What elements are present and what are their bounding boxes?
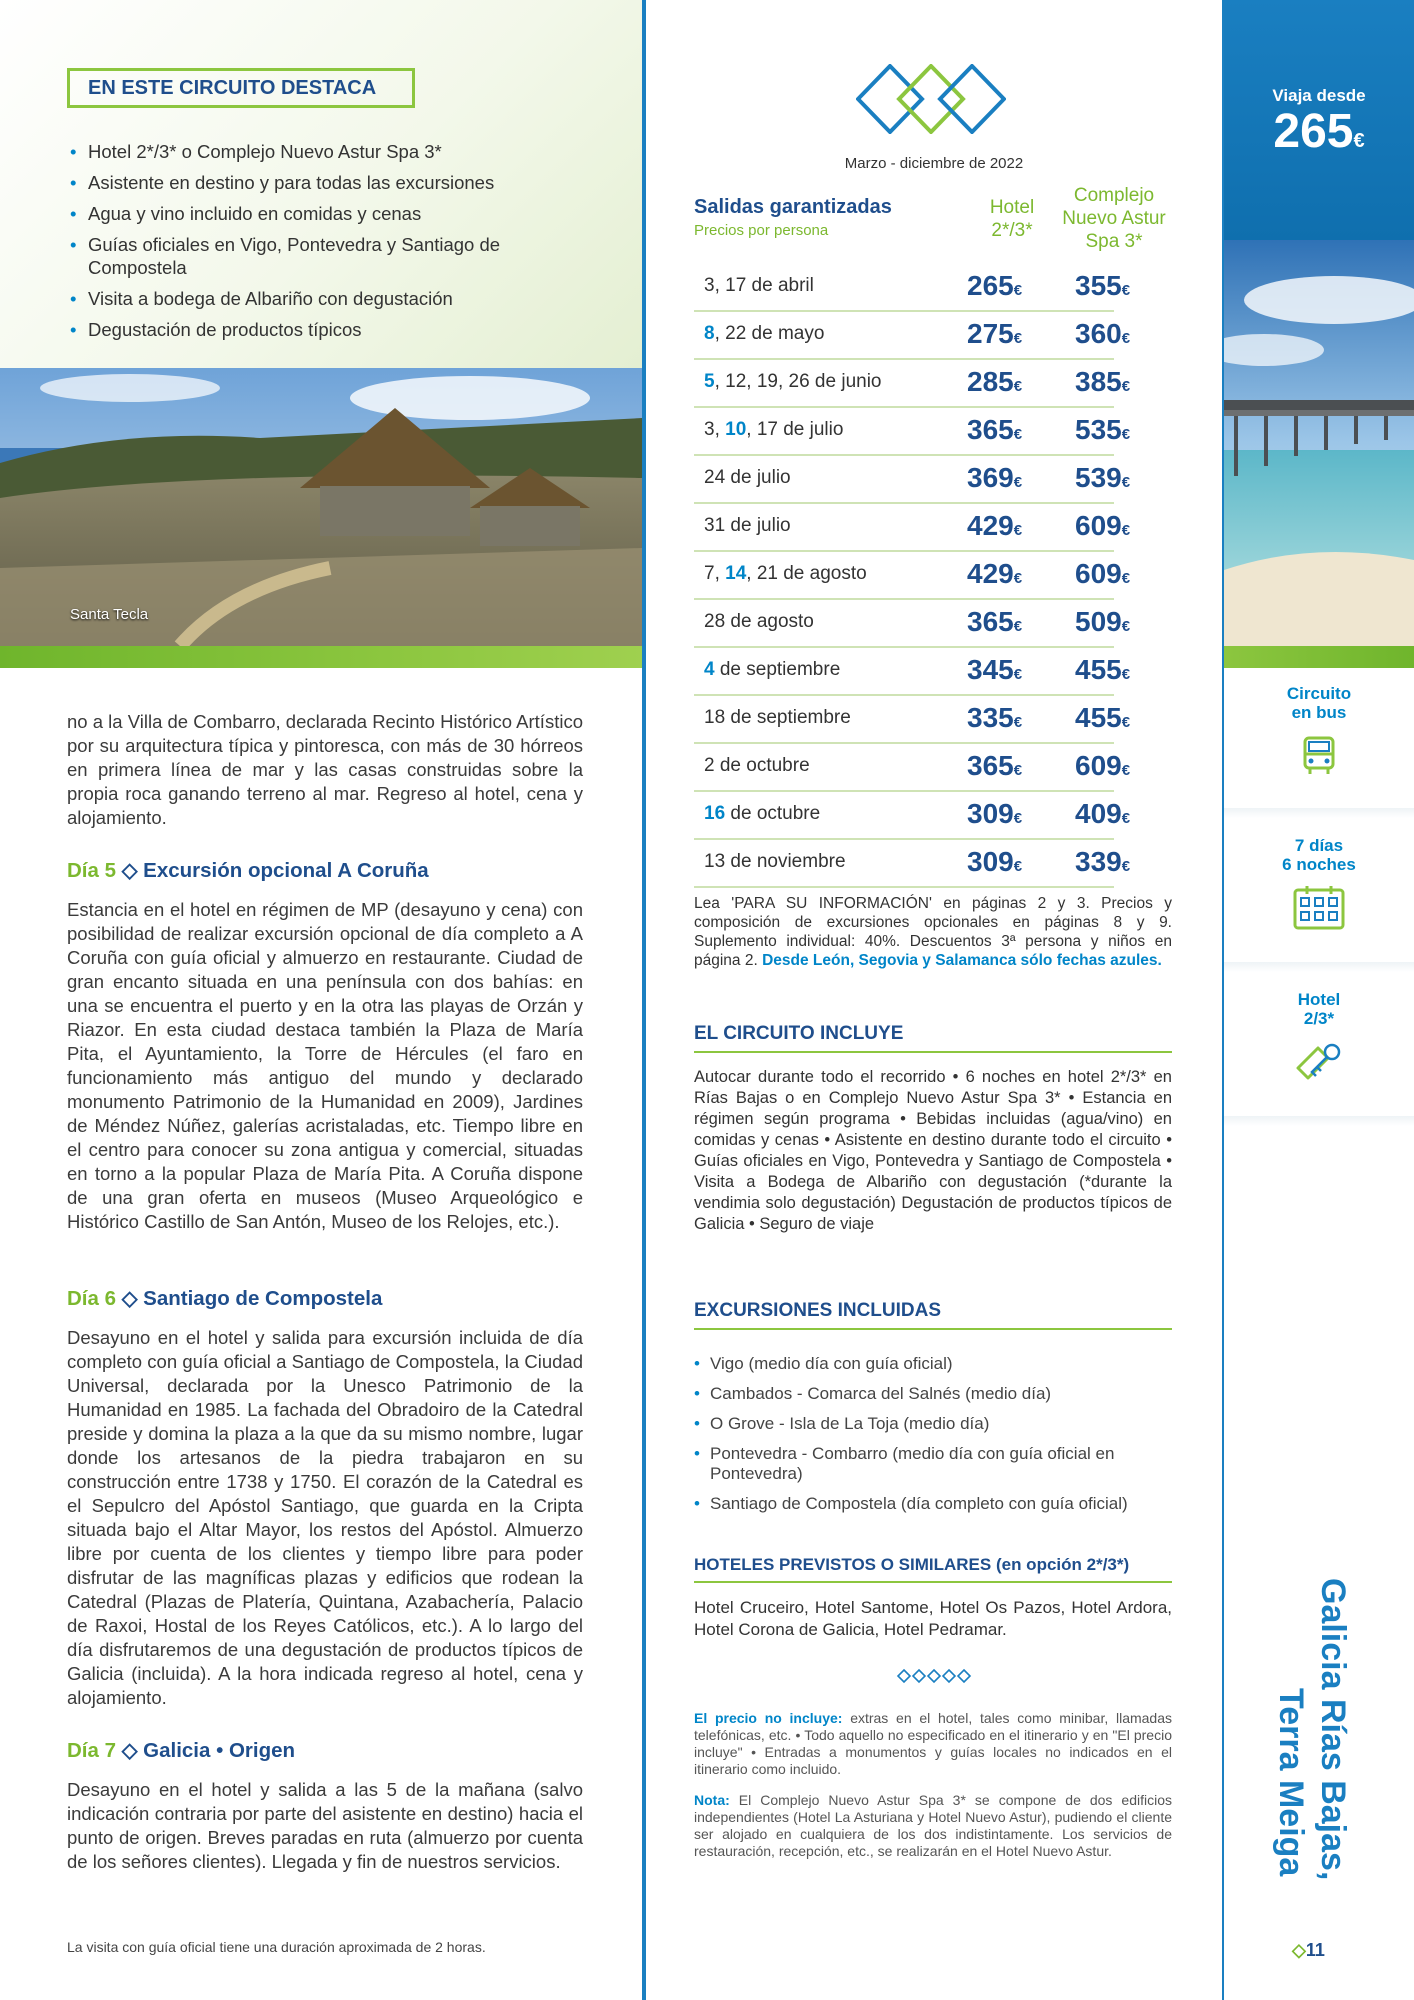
price-column-header-complejo: Complejo Nuevo Astur Spa 3* <box>1062 185 1166 252</box>
highlight-item: • Guías oficiales en Vigo, Pontevedra y Santiago de Compostela <box>70 233 540 279</box>
departure-date: 5, 12, 19, 26 de junio <box>704 371 882 392</box>
santa-tecla-photo <box>0 368 642 646</box>
prices-subtitle: Precios por persona <box>694 222 829 239</box>
photo-caption: Santa Tecla <box>70 606 149 623</box>
price-row <box>694 646 1131 696</box>
price-complejo: 509€ <box>1075 606 1131 637</box>
calendar-icon <box>1293 884 1345 930</box>
departure-date: 4 de septiembre <box>704 659 841 680</box>
excursion-item: • Cambados - Comarca del Salnés (medio día) <box>694 1384 1172 1404</box>
highlight-item: • Agua y vino incluido en comidas y cenas <box>70 202 540 225</box>
price-row <box>694 790 1131 840</box>
departure-date: 31 de julio <box>704 515 791 536</box>
green-divider-bar <box>1224 646 1414 668</box>
key-icon <box>1292 1038 1346 1088</box>
price-row <box>694 310 1131 360</box>
price-row <box>694 598 1131 648</box>
price-complejo: 339€ <box>1075 846 1131 877</box>
vertical-title <box>1224 1570 1414 1930</box>
price-hotel: 345€ <box>967 654 1023 685</box>
day6-title: Día 6 ◇ Santiago de Compostela <box>67 1287 383 1310</box>
price-hotel: 429€ <box>967 510 1023 541</box>
feature-duration: 7 días 6 noches <box>1224 836 1414 934</box>
price-from-box <box>1224 0 1414 240</box>
prices-title: Salidas garantizadas <box>694 196 892 218</box>
departure-date: 3, 10, 17 de julio <box>704 419 844 440</box>
page-number: ◇11 <box>1292 1940 1325 1960</box>
beach-image <box>1224 240 1414 646</box>
highlights-box <box>0 0 642 368</box>
departure-date: 2 de octubre <box>704 755 810 776</box>
price-row <box>694 406 1131 456</box>
price-row <box>694 358 1131 408</box>
price-hotel: 265€ <box>967 270 1023 301</box>
departure-date: 18 de septiembre <box>704 707 851 728</box>
price-hotel: 309€ <box>967 846 1023 877</box>
beach-photo <box>1224 240 1414 646</box>
right-sidebar <box>1224 0 1414 2000</box>
vertical-title-line2: Terra Meiga <box>1272 1688 1310 1877</box>
feature-bus: Circuito en bus <box>1224 684 1414 782</box>
complejo-note: Nota: El Complejo Nuevo Astur Spa 3* se compone de dos edificios independientes (Hotel La Asturiana y Hotel Nuevo Astur), pudiendo el cliente ser alojado en cualquiera de los dos indistintamente. Los servicios de restauración, recepción, etc., se realizarán en el Hotel Nuevo Astur. <box>694 1792 1173 1859</box>
price-hotel: 285€ <box>967 366 1023 397</box>
feature-separator <box>1224 808 1414 818</box>
departure-date: 16 de octubre <box>704 803 821 824</box>
highlights-list <box>70 140 540 349</box>
price-complejo: 609€ <box>1075 750 1131 781</box>
price-row <box>694 262 1131 312</box>
day7-text: Desayuno en el hotel y salida a las 5 de la mañana (salvo indicación contraria por parte del asistente en destino) hacia el punto de origen. Breves paradas en ruta (almuerzo por cuenta de los señores clientes). Llegada y fin de nuestros servicios. <box>67 1779 583 1872</box>
departure-date: 7, 14, 21 de agosto <box>704 563 867 584</box>
highlight-item: • Asistente en destino y para todas las excursiones <box>70 171 540 194</box>
guide-footnote: La visita con guía oficial tiene una duración aproximada de 2 horas. <box>67 1939 486 1955</box>
departure-date: 28 de agosto <box>704 611 814 632</box>
day7-title: Día 7 ◇ Galicia • Origen <box>67 1739 296 1762</box>
highlight-item: • Visita a bodega de Albariño con degustación <box>70 287 540 310</box>
feature-hotel: Hotel 2/3* <box>1224 990 1414 1092</box>
diamond-separator-icon <box>896 1668 972 1684</box>
day5-title: Día 5 ◇ Excursión opcional A Coruña <box>67 859 429 882</box>
departure-date: 24 de julio <box>704 467 791 488</box>
not-included-note: El precio no incluye: extras en el hotel, tales como minibar, llamadas telefónicas, etc. • Todo aquello no especificado en el itinerario y en "El precio incluye" • Entradas a monumentos y guías locales no indicados en el itinerario como incluido. <box>694 1710 1172 1777</box>
price-hotel: 335€ <box>967 702 1023 733</box>
intro-paragraph: no a la Villa de Combarro, declarada Recinto Histórico Artístico por su arquitectura típica y pintoresca, con más de 30 hórreos en primera línea de mar y las casas construidas sobre la propia roca ganando terreno al mar. Regreso al hotel, cena y alojamiento. <box>67 711 583 828</box>
landscape-image <box>0 368 642 646</box>
season-date-range: Marzo - diciembre de 2022 <box>844 155 1024 172</box>
departure-date: 13 de noviembre <box>704 851 846 872</box>
day6-text: Desayuno en el hotel y salida para excursión incluida de día completo con guía oficial a Santiago de Compostela, la Ciudad Universal, declarada por la Unesco Patrimonio de la Humanidad en 1985. La fachada del Obradoiro de la Catedral preside y domina la plaza a la que da su mismo nombre, lugar donde los artesanos de la piedra trabajaron en su construcción entre 1738 y 1750. El corazón de la Catedral es el Sepulcro del Apóstol Santiago, que guarda en la Cripta situada bajo el Altar Mayor, los restos del Apóstol. Almuerzo libre por cuenta de los clientes y tiempo libre para poder disfrutar de las magníficas plazas y edificios que rodean la Catedral (Plazas de Platería, Quintana, Azabachería, Palacio de Raxoi, Hostal de los Reyes Católicos, etc.). A lo largo del día disfrutaremos de una degustación de productos típicos de Galicia (incluida). A la hora indicada regreso al hotel, cena y alojamiento. <box>67 1327 583 1708</box>
price-hotel: 369€ <box>967 462 1023 493</box>
price-complejo: 360€ <box>1075 318 1131 349</box>
highlights-title: EN ESTE CIRCUITO DESTACA <box>67 68 415 108</box>
price-complejo: 455€ <box>1075 702 1131 733</box>
price-from-value: 265€ <box>1273 105 1365 158</box>
price-hotel: 429€ <box>967 558 1023 589</box>
departure-date: 8, 22 de mayo <box>704 323 825 344</box>
price-complejo: 539€ <box>1075 462 1131 493</box>
middle-column <box>646 0 1222 2000</box>
departure-date: 3, 17 de abril <box>704 275 814 296</box>
price-row <box>694 742 1131 792</box>
includes-title: EL CIRCUITO INCLUYE <box>694 1023 1172 1053</box>
price-complejo: 609€ <box>1075 558 1131 589</box>
price-row <box>694 694 1131 744</box>
excursion-item: • Santiago de Compostela (día completo con guía oficial) <box>694 1494 1172 1514</box>
diamonds-logo-icon <box>856 64 1006 134</box>
green-divider-bar <box>0 646 642 668</box>
price-hotel: 309€ <box>967 798 1023 829</box>
highlight-item: • Hotel 2*/3* o Complejo Nuevo Astur Spa 3* <box>70 140 540 163</box>
prices-note: Lea 'PARA SU INFORMACIÓN' en páginas 2 y 3. Precios y composición de excursiones opcionales en páginas 8 y 9. Suplemento individual: 40%. Descuentos 3ª persona y niños en página 2. Desde León, Segovia y Salamanca sólo fechas azules. <box>694 895 1172 969</box>
price-complejo: 535€ <box>1075 414 1131 445</box>
price-complejo: 355€ <box>1075 270 1131 301</box>
excursion-item: • Pontevedra - Combarro (medio día con guía oficial en Pontevedra) <box>694 1444 1172 1484</box>
excursions-list <box>694 1354 1172 1524</box>
includes-text: Autocar durante todo el recorrido • 6 noches en hotel 2*/3* en Rías Bajas o en Complejo Nuevo Astur Spa 3* • Estancia en régimen según programa • Bebidas incluidas (agua/vino) en comidas y cenas • Asistente en destino durante todo el circuito • Guías oficiales en Vigo, Pontevedra y Santiago de Compostela • Visita a Bodega de Albariño con degustación (*durante la vendimia solo degustación) Degustación de productos típicos de Galicia • Seguro de viaje <box>694 1068 1172 1233</box>
bus-icon <box>1297 734 1341 778</box>
excursions-title: EXCURSIONES INCLUIDAS <box>694 1300 1172 1330</box>
price-hotel: 365€ <box>967 414 1023 445</box>
hotels-text: Hotel Cruceiro, Hotel Santome, Hotel Os Pazos, Hotel Ardora, Hotel Corona de Galicia, Hotel Pedramar. <box>694 1598 1172 1639</box>
price-row <box>694 550 1131 600</box>
price-complejo: 409€ <box>1075 798 1131 829</box>
price-from-label: Viaja desde <box>1272 86 1366 105</box>
feature-separator <box>1224 962 1414 972</box>
highlight-item: • Degustación de productos típicos <box>70 318 540 341</box>
feature-separator <box>1224 1116 1414 1126</box>
price-complejo: 455€ <box>1075 654 1131 685</box>
price-column-header-hotel: Hotel 2*/3* <box>989 197 1035 241</box>
price-row <box>694 454 1131 504</box>
left-column <box>0 0 642 2000</box>
hotels-title: HOTELES PREVISTOS O SIMILARES (en opción 2*/3*) <box>694 1555 1172 1583</box>
excursion-item: • O Grove - Isla de La Toja (medio día) <box>694 1414 1172 1434</box>
price-hotel: 365€ <box>967 606 1023 637</box>
day5-text: Estancia en el hotel en régimen de MP (desayuno y cena) con posibilidad de realizar excursión opcional de día completo a A Coruña con guía oficial y almuerzo en restaurante. Ciudad de gran encanto situada en una península con dos bahías: en una se encuentra el puerto y en la otra las playas de Orzán y Riazor. En esta ciudad destaca también la Plaza de María Pita, el Ayuntamiento, la Torre de Hércules (el faro en funcionamiento más antiguo del mundo y declarado monumento Patrimonio de la Humanidad en 2009), Jardines de Méndez Núñez, galerías acristaladas, etc. Tiempo libre en el centro para conocer su zona antigua y comercial, situadas en torno a la popular Plaza de María Pita. A Coruña dispone de una gran oferta en museos (Museo Arqueológico e Histórico Castillo de San Antón, Museo de los Relojes, etc.). <box>67 899 583 1232</box>
vertical-title-line1: Galicia Rías Bajas, <box>1314 1578 1352 1881</box>
price-complejo: 385€ <box>1075 366 1131 397</box>
price-complejo: 609€ <box>1075 510 1131 541</box>
price-row <box>694 502 1131 552</box>
excursion-item: • Vigo (medio día con guía oficial) <box>694 1354 1172 1374</box>
price-hotel: 365€ <box>967 750 1023 781</box>
price-hotel: 275€ <box>967 318 1023 349</box>
price-row <box>694 838 1131 888</box>
